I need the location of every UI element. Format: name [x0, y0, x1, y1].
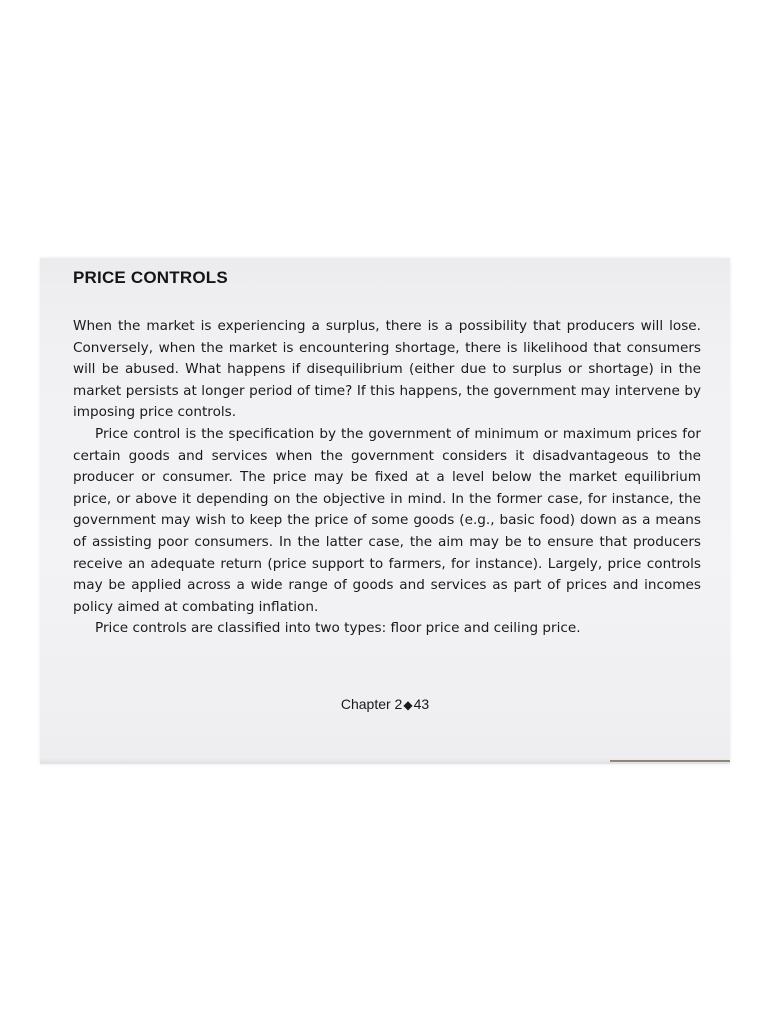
body-text: [73, 316, 701, 640]
page-number: 43: [413, 696, 430, 712]
diamond-icon: ◆: [403, 698, 413, 712]
paragraph-2: Price control is the specification by the government of minimum or maximum prices for certain goods and services when the government considers it disadvantageous to the producer or consumer. The price may be fixed at a level below the market equilibrium price, or above it depending on the objective in mind. In the former case, for instance, the government may wish to keep the price of some goods (e.g., basic food) down as a means of assisting poor consumers. In the latter case, the aim may be to ensure that producers receive an adequate return (price support to farmers, for instance). Largely, price controls may be applied across a wide range of goods and services as part of prices and incomes policy aimed at combating inflation.: [73, 425, 701, 615]
page-edge-shadow: [610, 760, 730, 762]
book-page: [40, 258, 730, 764]
paragraph-3: Price controls are classified into two types: floor price and ceiling price.: [95, 620, 581, 637]
section-heading: PRICE CONTROLS: [73, 268, 228, 287]
page-footer: [40, 696, 730, 712]
paragraph-1: When the market is experiencing a surplus, there is a possibility that producers will lose. Conversely, when the market is encountering shortage, there is likelihood that consumers will be abused. What happens if disequilibrium (either due to surplus or shortage) in the market persists at longer period of time? If this happens, the government may intervene by imposing price controls.: [73, 318, 701, 421]
chapter-label: Chapter 2: [340, 696, 403, 712]
